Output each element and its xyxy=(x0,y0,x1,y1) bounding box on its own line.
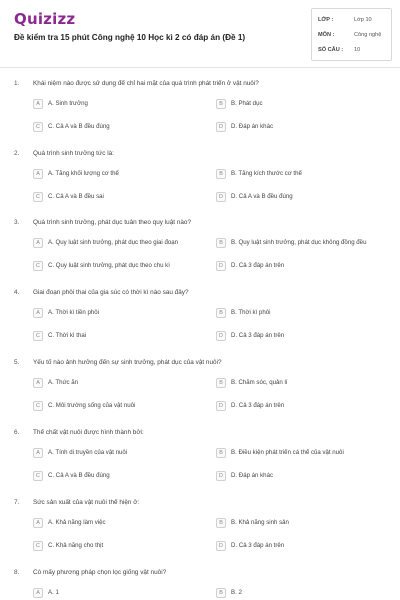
option-letter: B xyxy=(216,238,226,248)
option-letter: A xyxy=(33,378,43,388)
question-text: Có mấy phương pháp chọn lọc giống vật nuôi? xyxy=(33,569,167,576)
option-text: A. Tăng khối lượng cơ thể xyxy=(48,170,119,177)
question-number: 8. xyxy=(14,569,20,576)
option-letter: D xyxy=(216,471,226,481)
option-text: C. Cả A và B đều đúng xyxy=(48,123,110,130)
option-text: B. Thời kì phôi xyxy=(231,309,271,316)
option-text: C. Cả A và B đều đúng xyxy=(48,472,110,479)
option-d[interactable] xyxy=(216,260,386,274)
option-letter: B xyxy=(216,588,226,598)
option-letter: B xyxy=(216,448,226,458)
option-d[interactable] xyxy=(216,191,386,205)
option-d[interactable] xyxy=(216,400,386,414)
question-number: 2. xyxy=(14,150,20,157)
option-text: B. Quy luật sinh trưởng, phát dục không đồng đều xyxy=(231,239,367,246)
option-b[interactable] xyxy=(216,168,386,182)
meta-class-label: LỚP : xyxy=(318,17,334,23)
option-letter: B xyxy=(216,378,226,388)
option-text: A. Thức ăn xyxy=(48,379,79,386)
option-c[interactable] xyxy=(33,470,203,484)
meta-count-value: 10 xyxy=(354,47,361,53)
question-number: 7. xyxy=(14,499,20,506)
option-b[interactable] xyxy=(216,237,386,251)
option-letter: B xyxy=(216,169,226,179)
option-text: A. 1 xyxy=(48,589,59,596)
question-text: Thể chất vật nuôi được hình thành bởi: xyxy=(33,429,144,436)
option-b[interactable] xyxy=(216,307,386,321)
question-text: Giai đoạn phôi thai của gia súc có thời kì nào sau đây? xyxy=(33,289,189,296)
option-text: B. Phát dục xyxy=(231,100,263,107)
option-letter: B xyxy=(216,308,226,318)
worksheet-meta-box xyxy=(311,8,392,61)
meta-class-value: Lớp 10 xyxy=(354,17,372,23)
option-letter: A xyxy=(33,518,43,528)
option-text: C. Cả A và B đều sai xyxy=(48,193,104,200)
option-c[interactable] xyxy=(33,540,203,554)
option-text: A. Tính di truyền của vật nuôi xyxy=(48,449,128,456)
question-number: 6. xyxy=(14,429,20,436)
option-a[interactable] xyxy=(33,377,203,391)
option-letter: D xyxy=(216,401,226,411)
question-number: 5. xyxy=(14,359,20,366)
option-a[interactable] xyxy=(33,447,203,461)
option-b[interactable] xyxy=(216,587,386,600)
option-a[interactable] xyxy=(33,307,203,321)
option-letter: B xyxy=(216,99,226,109)
option-a[interactable] xyxy=(33,587,203,600)
question-number: 4. xyxy=(14,289,20,296)
question-text: Khái niệm nào được sử dụng để chỉ hai mặt của quá trình phát triển ở vật nuôi? xyxy=(33,80,259,87)
option-a[interactable] xyxy=(33,98,203,112)
option-text: B. 2 xyxy=(231,589,242,596)
option-letter: A xyxy=(33,238,43,248)
option-text: D. Cả 3 đáp án trên xyxy=(231,332,285,339)
option-c[interactable] xyxy=(33,260,203,274)
option-text: B. Điều kiện phát triển cá thể của vật nuôi xyxy=(231,449,344,456)
option-text: C. Khả năng cho thịt xyxy=(48,542,104,549)
quizizz-logo: Quizizz xyxy=(14,10,76,28)
option-letter: D xyxy=(216,331,226,341)
option-b[interactable] xyxy=(216,98,386,112)
option-letter: B xyxy=(216,518,226,528)
option-letter: A xyxy=(33,308,43,318)
option-d[interactable] xyxy=(216,330,386,344)
option-d[interactable] xyxy=(216,121,386,135)
option-letter: D xyxy=(216,122,226,132)
worksheet-title: Đề kiểm tra 15 phút Công nghệ 10 Học kì 2 có đáp án (Đề 1) xyxy=(14,33,246,42)
option-letter: C xyxy=(33,541,43,551)
option-letter: C xyxy=(33,471,43,481)
option-b[interactable] xyxy=(216,447,386,461)
option-c[interactable] xyxy=(33,191,203,205)
option-b[interactable] xyxy=(216,517,386,531)
option-text: B. Chăm sóc, quản lí xyxy=(231,379,288,386)
option-text: C. Thời kì thai xyxy=(48,332,87,339)
option-text: D. Cả A và B đều đúng xyxy=(231,193,293,200)
question-text: Quá trình sinh trưởng tức là: xyxy=(33,150,114,157)
option-letter: A xyxy=(33,588,43,598)
worksheet-header xyxy=(0,0,400,68)
meta-count-label: SỐ CÂU : xyxy=(318,47,344,53)
option-a[interactable] xyxy=(33,517,203,531)
option-letter: A xyxy=(33,99,43,109)
option-d[interactable] xyxy=(216,540,386,554)
option-text: C. Môi trường sống của vật nuôi xyxy=(48,402,136,409)
option-letter: C xyxy=(33,401,43,411)
question-text: Yếu tố nào ảnh hưởng đến sự sinh trưởng, phát dục của vật nuôi? xyxy=(33,359,222,366)
question-text: Quá trình sinh trưởng, phát dục tuân theo quy luật nào? xyxy=(33,219,192,226)
meta-subject-value: Công nghệ xyxy=(354,32,382,38)
option-text: D. Đáp án khác xyxy=(231,472,274,479)
option-text: D. Cả 3 đáp án trên xyxy=(231,402,285,409)
option-text: A. Quy luật sinh trưởng, phát dục theo giai đoạn xyxy=(48,239,179,246)
option-a[interactable] xyxy=(33,237,203,251)
question-number: 1. xyxy=(14,80,20,87)
option-text: D. Đáp án khác xyxy=(231,123,274,130)
option-letter: D xyxy=(216,192,226,202)
option-text: A. Khả năng làm việc xyxy=(48,519,106,526)
option-text: B. Khả năng sinh sản xyxy=(231,519,289,526)
option-text: C. Quy luật sinh trưởng, phát dục theo chu kì xyxy=(48,262,170,269)
option-b[interactable] xyxy=(216,377,386,391)
option-c[interactable] xyxy=(33,121,203,135)
option-letter: D xyxy=(216,541,226,551)
option-letter: A xyxy=(33,169,43,179)
option-text: D. Cả 3 đáp án trên xyxy=(231,542,285,549)
option-letter: C xyxy=(33,261,43,271)
option-text: B. Tăng kích thước cơ thể xyxy=(231,170,302,177)
option-c[interactable] xyxy=(33,330,203,344)
option-letter: C xyxy=(33,192,43,202)
option-d[interactable] xyxy=(216,470,386,484)
option-letter: C xyxy=(33,331,43,341)
option-letter: C xyxy=(33,122,43,132)
question-number: 3. xyxy=(14,219,20,226)
option-letter: A xyxy=(33,448,43,458)
question-text: Sức sản xuất của vật nuôi thể hiện ở: xyxy=(33,499,140,506)
option-text: D. Cả 3 đáp án trên xyxy=(231,262,285,269)
option-text: A. Sinh trưởng xyxy=(48,100,88,107)
meta-subject-label: MÔN : xyxy=(318,32,335,38)
option-text: A. Thời kì tiền phôi xyxy=(48,309,99,316)
option-a[interactable] xyxy=(33,168,203,182)
option-c[interactable] xyxy=(33,400,203,414)
option-letter: D xyxy=(216,261,226,271)
